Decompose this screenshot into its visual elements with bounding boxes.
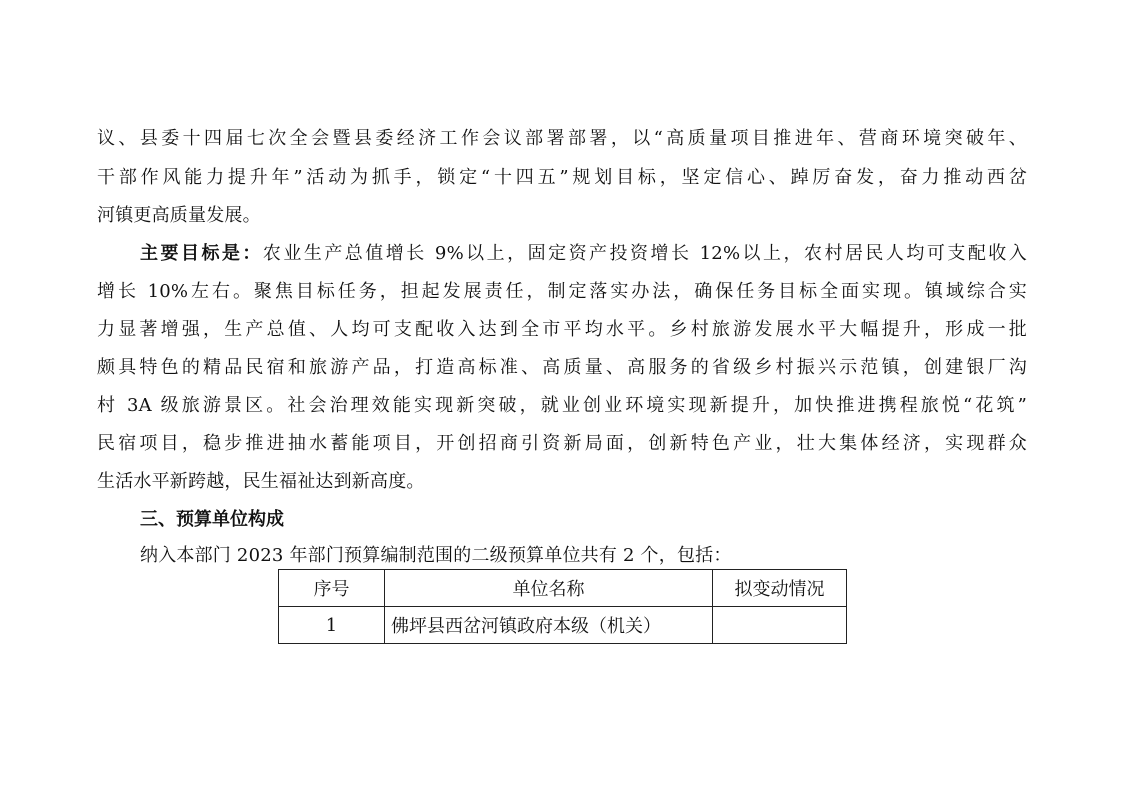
header-seq: 序号 <box>279 570 385 607</box>
paragraph-2-line-6: 民宿项目，稳步推进抽水蓄能项目，开创招商引资新局面，创新特色产业，壮大集体经济，实现群众 <box>97 433 1027 454</box>
paragraph-2-line-4: 颇具特色的精品民宿和旅游产品，打造高标准、高质量、高服务的省级乡村振兴示范镇，创建银厂沟 <box>97 357 1027 378</box>
header-unit-name: 单位名称 <box>385 570 713 607</box>
intro-text: 纳入本部门 2023 年部门预算编制范围的二级预算单位共有 2 个，包括： <box>140 545 732 566</box>
cell-change <box>713 607 847 644</box>
paragraph-1-line-3: 河镇更高质量发展。 <box>97 205 261 226</box>
cell-unit-name: 佛坪县西岔河镇政府本级（机关） <box>385 607 713 644</box>
table-row <box>279 607 847 644</box>
cell-seq: 1 <box>279 607 385 644</box>
section-heading: 三、预算单位构成 <box>140 509 284 530</box>
goal-lead-label: 主要目标是： <box>140 243 263 264</box>
paragraph-2-line-7: 生活水平新跨越，民生福祉达到新高度。 <box>97 471 425 492</box>
paragraph-2-line-5: 村 3A 级旅游景区。社会治理效能实现新突破，就业创业环境实现新提升，加快推进携程旅悦“花筑” <box>97 395 1027 416</box>
paragraph-2-line-2: 增长 10%左右。聚焦目标任务，担起发展责任，制定落实办法，确保任务目标全面实现。镇域综合实 <box>97 281 1027 302</box>
paragraph-2-line-3: 力显著增强，生产总值、人均可支配收入达到全市平均水平。乡村旅游发展水平大幅提升，形成一批 <box>97 319 1027 340</box>
paragraph-1-line-2: 干部作风能力提升年”活动为抓手，锁定“十四五”规划目标，坚定信心、踔厉奋发，奋力推动西岔 <box>97 167 1027 188</box>
budget-units-table <box>278 569 847 644</box>
table-header-row <box>279 570 847 607</box>
paragraph-1-line-1: 议、县委十四届七次全会暨县委经济工作会议部署部署，以“高质量项目推进年、营商环境突破年、 <box>97 128 1027 149</box>
goal-first-line-text: 农业生产总值增长 9%以上，固定资产投资增长 12%以上，农村居民人均可支配收入 <box>262 243 1027 264</box>
header-change: 拟变动情况 <box>713 570 847 607</box>
paragraph-2-line-1 <box>140 239 1027 269</box>
